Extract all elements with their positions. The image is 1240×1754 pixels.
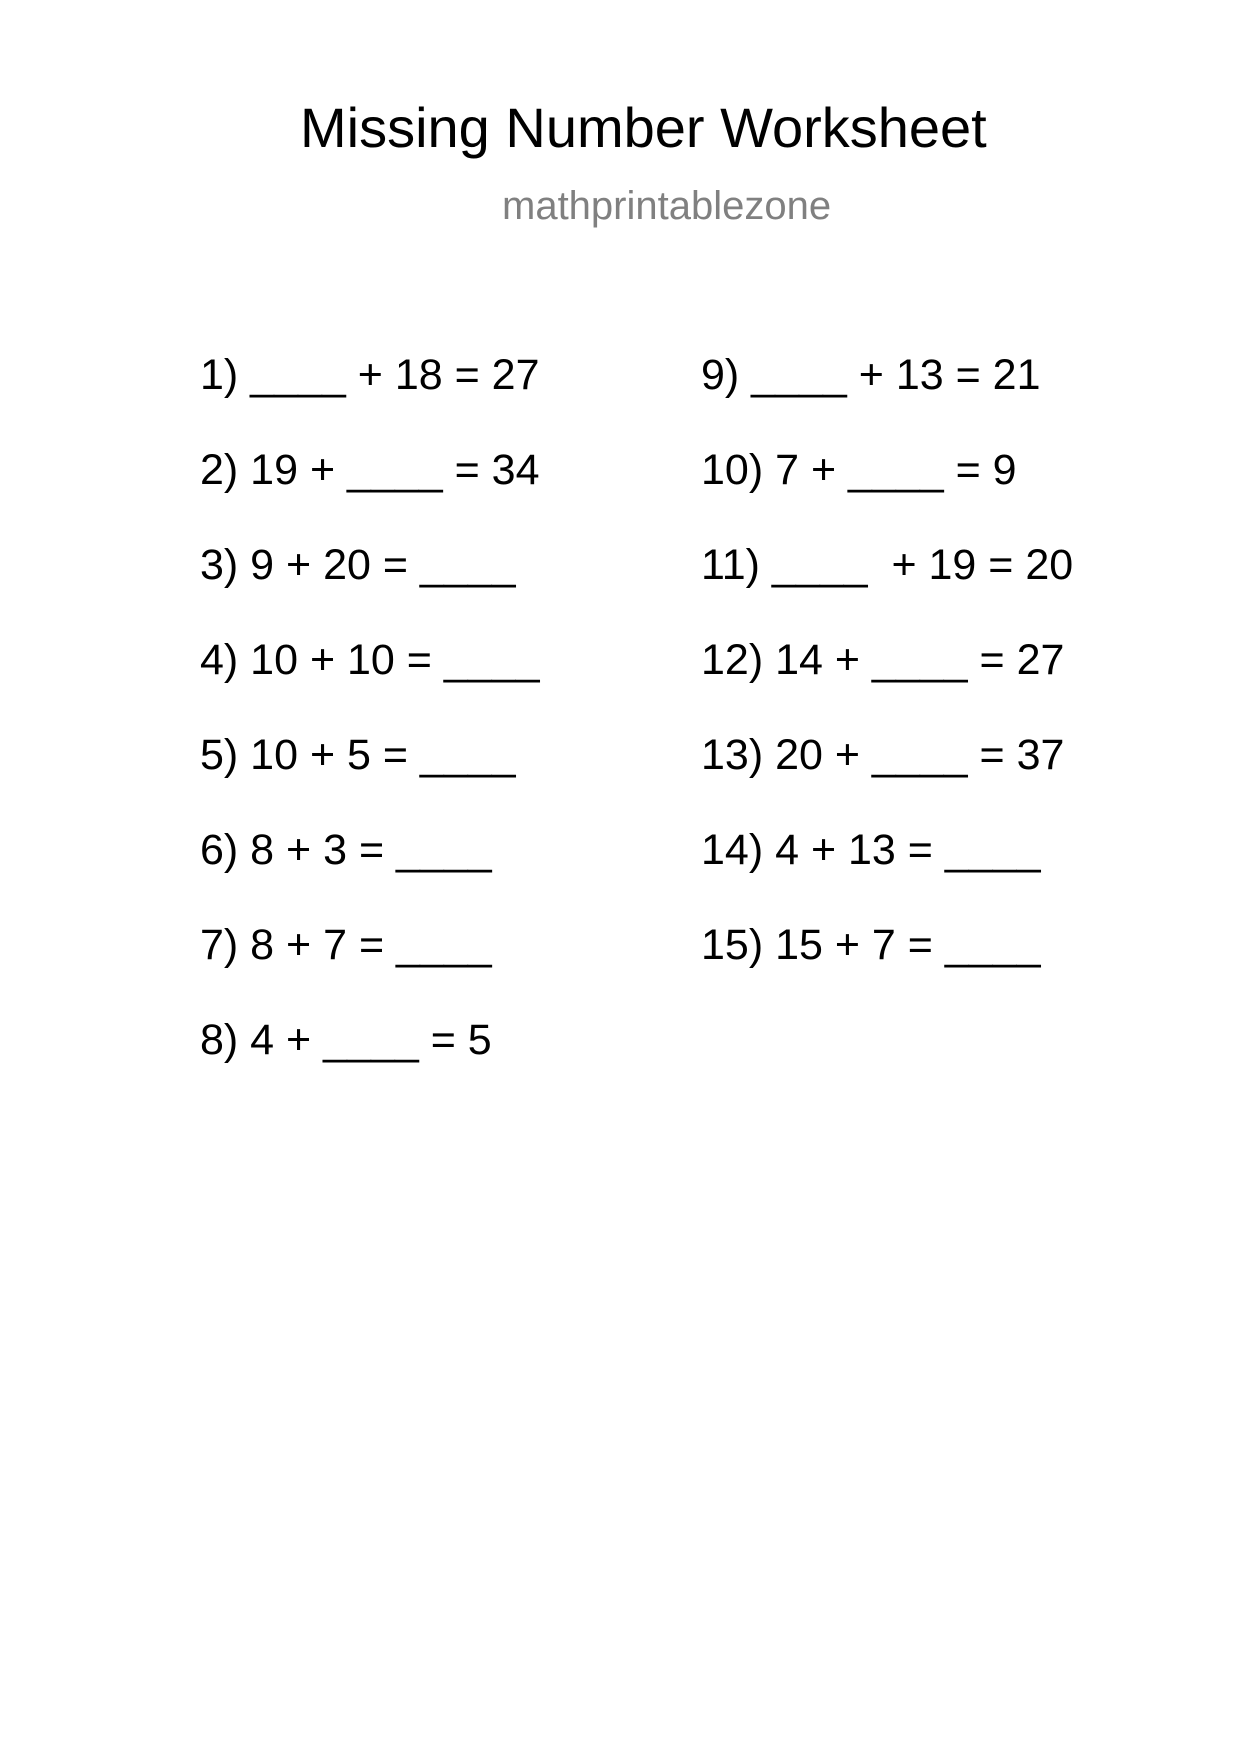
page-title: Missing Number Worksheet	[300, 96, 987, 159]
problem-7: 7) 8 + 7 = ____	[200, 921, 492, 969]
problem-5: 5) 10 + 5 = ____	[200, 731, 516, 779]
problem-8: 8) 4 + ____ = 5	[200, 1016, 492, 1064]
problem-column-left	[200, 351, 540, 1111]
problem-4: 4) 10 + 10 = ____	[200, 636, 540, 684]
problem-12: 12) 14 + ____ = 27	[701, 636, 1065, 684]
problem-6: 6) 8 + 3 = ____	[200, 826, 492, 874]
problem-13: 13) 20 + ____ = 37	[701, 731, 1065, 779]
problem-14: 14) 4 + 13 = ____	[701, 826, 1041, 874]
problem-9: 9) ____ + 13 = 21	[701, 351, 1041, 399]
problem-2: 2) 19 + ____ = 34	[200, 446, 540, 494]
site-name: mathprintablezone	[502, 184, 832, 228]
problem-3: 3) 9 + 20 = ____	[200, 541, 516, 589]
problem-1: 1) ____ + 18 = 27	[200, 351, 540, 399]
problem-column-right	[701, 351, 1073, 1016]
problem-15: 15) 15 + 7 = ____	[701, 921, 1041, 969]
problem-11: 11) ____ + 19 = 20	[701, 541, 1074, 589]
problem-10: 10) 7 + ____ = 9	[701, 446, 1017, 494]
